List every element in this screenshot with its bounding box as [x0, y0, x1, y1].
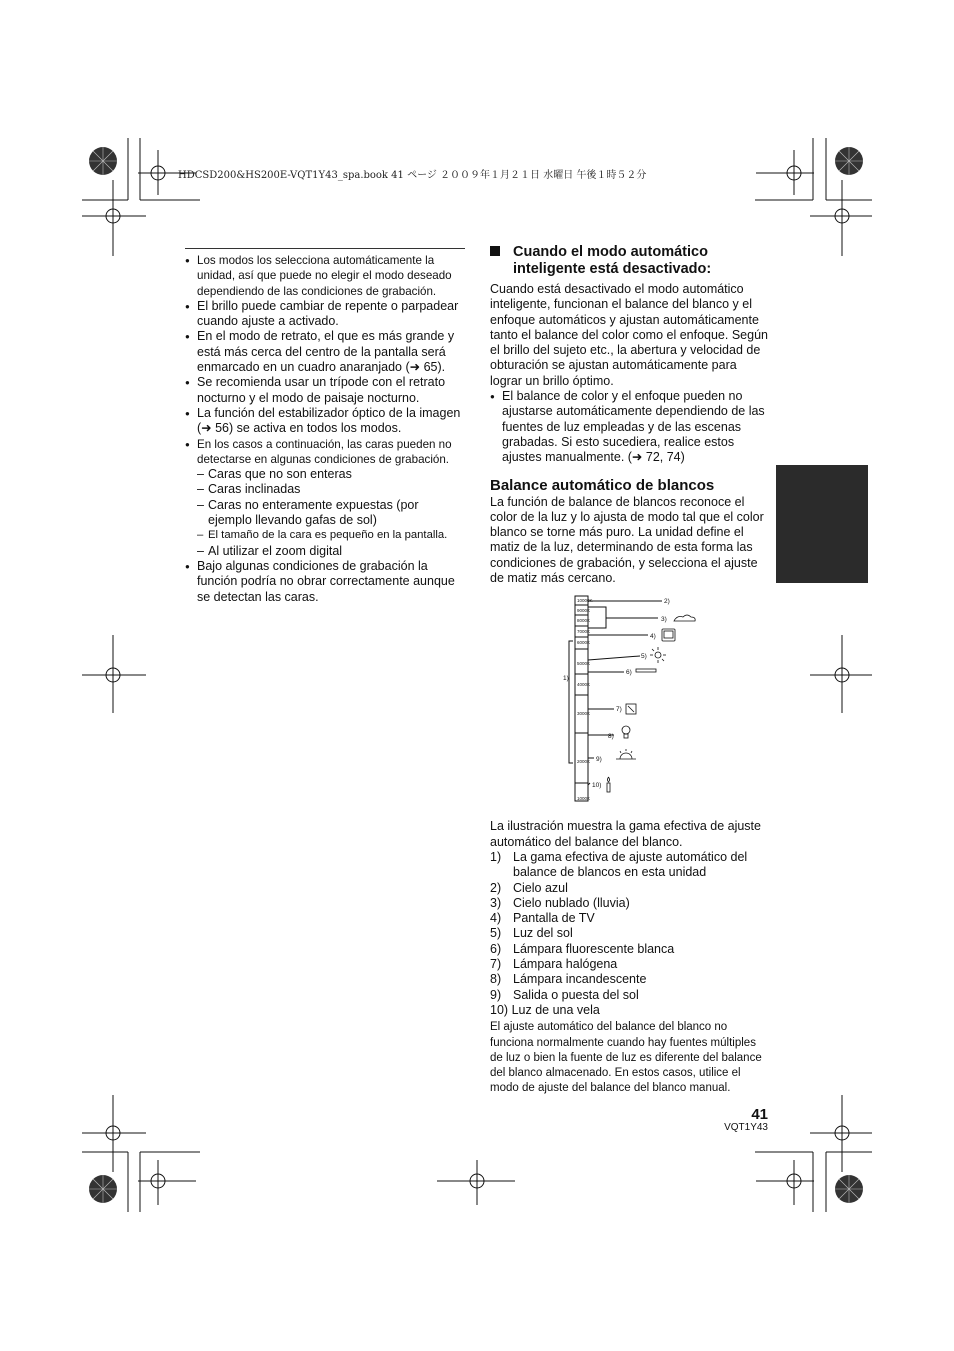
callout-label: 10): [592, 782, 602, 790]
list-item: ● El brillo puede cambiar de repente o parpadear cuando ajuste a activado.: [185, 299, 465, 330]
legend-text: Lámpara incandescente: [513, 972, 647, 987]
range-bracket: [569, 641, 573, 763]
page-number: 41: [751, 1106, 768, 1123]
legend-text: Pantalla de TV: [513, 911, 595, 926]
cloud-icon: [674, 615, 695, 621]
list-item: [490, 850, 768, 881]
legend-text: Cielo azul: [513, 880, 568, 895]
legend-text: Salida o puesta del sol: [513, 987, 639, 1002]
sub-list-item: – El tamaño de la cara es pequeño en la pantalla.: [185, 528, 465, 543]
black-square-icon: [490, 246, 500, 256]
subheading: Balance automático de blancos: [490, 476, 715, 494]
kelvin-label: 9000K: [577, 608, 591, 614]
legend-text: Luz de una vela: [511, 1002, 600, 1017]
callout-label: 3): [661, 616, 667, 624]
sub-list-item: – Al utilizar el zoom digital: [185, 544, 465, 559]
note-text: El ajuste automático del balance del blanco no funciona normalmente cuando hay fuentes múltiples de luz o bien la fuente de luz es diferente del balance del blanco almacenado. En estos casos, utilice el modo de ajuste del balance del blanco manual.: [490, 1021, 762, 1095]
legend-number: 7): [490, 957, 502, 972]
section-title-text: Cuando el modo automático inteligente está desactivado:: [513, 244, 712, 277]
kelvin-label: 3000K: [577, 711, 591, 717]
sub-list-item: – Caras inclinadas: [185, 482, 465, 497]
list-item: [490, 972, 768, 987]
sub-list-item: – Caras no enteramente expuestas (por ejemplo llevando gafas de sol): [185, 498, 465, 529]
figure-caption: La ilustración muestra la gama efectiva de ajuste automático del balance del blanco.: [490, 819, 761, 849]
kelvin-label: 10000K: [577, 598, 593, 604]
legend-text: Lámpara fluorescente blanca: [513, 941, 675, 956]
color-temperature-figure: [490, 593, 768, 813]
figure-legend: [490, 850, 768, 1018]
incandescent-lamp-icon: [622, 726, 630, 738]
list-item: ● En el modo de retrato, el que es más grande y está más cerca del centro de la pantalla será enmarcado en un cuadro anaranjado (➜ 65).: [185, 329, 465, 375]
list-item: ● El balance de color y el enfoque pueden no ajustarse automáticamente dependiendo de las fuentes de luz empleadas y de las escenas grabadas. Si esto sucediera, realice estos ajustes manualmente. (➜ 72, 74): [490, 389, 768, 465]
fluorescent-lamp-icon: [636, 669, 656, 672]
list-item: [490, 957, 768, 972]
legend-number: 9): [490, 987, 502, 1002]
list-item: ● En los casos a continuación, las caras pueden no detectarse en algunas condiciones de grabación.: [185, 437, 465, 468]
callout-label: 4): [650, 633, 656, 641]
kelvin-label: 6000K: [577, 640, 591, 646]
kelvin-label: 8000K: [577, 618, 591, 624]
legend-number: 8): [490, 972, 502, 987]
legend-number: 3): [490, 895, 502, 910]
kelvin-label: 4000K: [577, 682, 591, 688]
callout-label: 1): [563, 675, 569, 683]
list-item: [490, 896, 768, 911]
callout-label: 9): [596, 756, 602, 764]
list-item: ● Se recomienda usar un trípode con el retrato nocturno y el modo de paisaje nocturno.: [185, 375, 465, 406]
document-code: VQT1Y43: [724, 1122, 768, 1133]
subheading-body: La función de balance de blancos reconoce el color de la luz y lo ajusta de modo tal que el color blanco se torne más puro. La unidad define el matiz de la luz, determinando de esta forma las condiciones de grabación, y selecciona el ajuste de matiz más cercano.: [490, 494, 764, 586]
candle-icon: [607, 777, 610, 792]
callout-label: 6): [626, 669, 632, 677]
list-item: ● La función del estabilizador óptico de la imagen (➜ 56) se activa en todos los modos.: [185, 406, 465, 437]
callout-label: 7): [616, 706, 622, 714]
list-item: [490, 926, 768, 941]
right-column: [490, 244, 768, 1097]
list-item: [490, 881, 768, 896]
notes-list: [185, 253, 465, 605]
kelvin-label: 7000K: [577, 629, 591, 635]
kelvin-label: 5000K: [577, 661, 591, 667]
chapter-tab: [776, 465, 868, 583]
left-column: [185, 248, 465, 605]
list-item: [490, 988, 768, 1003]
callout-label: 2): [664, 598, 670, 606]
halogen-lamp-icon: [626, 704, 636, 714]
list-item: ● Los modos los selecciona automáticamente la unidad, así que puede no elegir el modo deseado dependiendo de las condiciones de grabación.: [185, 253, 465, 299]
list-item: [490, 942, 768, 957]
sunset-icon: [616, 749, 636, 759]
kelvin-label: 2000K: [577, 759, 591, 765]
legend-text: Cielo nublado (lluvia): [513, 895, 630, 910]
list-item: ● Bajo algunas condiciones de grabación la función podría no obrar correctamente aunque se detectan las caras.: [185, 559, 465, 605]
sun-icon: [650, 647, 666, 663]
legend-number: 4): [490, 911, 502, 926]
list-item: [490, 1003, 768, 1018]
legend-number: 6): [490, 941, 502, 956]
kelvin-scale-bar: [575, 596, 591, 802]
legend-number: 5): [490, 926, 502, 941]
book-header-line: HDCSD200&HS200E-VQT1Y43_spa.book 41 ページ ２００９年１月２１日 水曜日 午後１時５２分: [178, 170, 647, 181]
legend-text: La gama efectiva de ajuste automático del balance de blancos en esta unidad: [513, 849, 748, 880]
section-title: [490, 244, 768, 278]
callout-label: 8): [608, 733, 614, 741]
legend-text: Lámpara halógena: [513, 957, 618, 972]
legend-number: 1): [490, 849, 502, 864]
section-body: Cuando está desactivado el modo automático inteligente, funcionan el balance del blanco y el enfoque automáticos y ajustan automáticamente tanto el balance del color como el enfoque. Según el brillo del sujeto etc., la abertura y velocidad de obturación se ajustan automáticamente para lograr un brillo óptimo.: [490, 282, 768, 388]
legend-number: 2): [490, 880, 502, 895]
kelvin-label: 1000K: [577, 796, 591, 802]
legend-text: Luz del sol: [513, 926, 573, 941]
list-item: [490, 911, 768, 926]
legend-number: 10): [490, 1002, 509, 1017]
callout-label: 5): [641, 653, 647, 661]
sub-list-item: – Caras que no son enteras: [185, 467, 465, 482]
